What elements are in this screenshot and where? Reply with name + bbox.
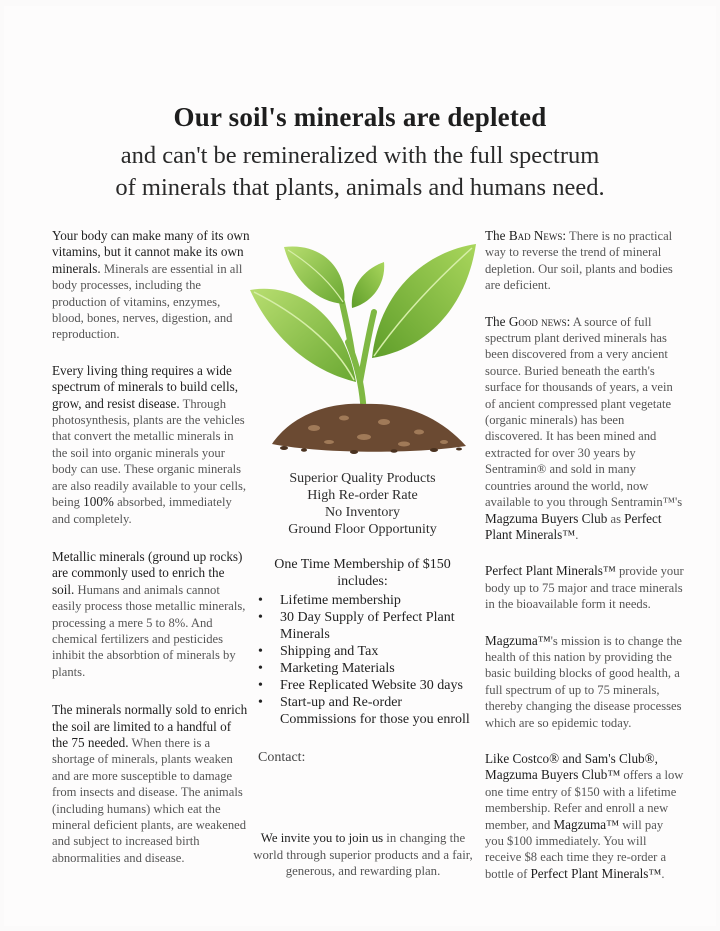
paragraph-mission: Magzuma™'s mission is to change the health of this nation by providing the basic building blocks of good health, a full spectrum of up to 75 minerals, thereby changing the disease processes which are so epidemic today. xyxy=(485,632,682,730)
bullet-icon: • xyxy=(258,695,263,710)
list-item: • Start-up and Re-order Commissions for those you enroll xyxy=(258,695,470,727)
paragraph-vitamins: Your body can make many of its own vitamins, but it cannot make its own minerals. Minerals are essential in all body processes, including the production of vitamins, enzymes, blood, bones, nerves, digestion, and reproduction. xyxy=(52,228,250,342)
bullet-icon: • xyxy=(258,610,263,625)
contact-label: Contact: xyxy=(258,750,306,765)
list-item: • Free Replicated Website 30 days xyxy=(258,678,463,693)
feature-item: High Re-order Rate xyxy=(307,488,418,503)
soil-icon xyxy=(272,404,466,452)
bullet-icon: • xyxy=(258,593,263,608)
feature-item: Ground Floor Opportunity xyxy=(288,522,437,537)
list-item: • Marketing Materials xyxy=(258,661,395,676)
paragraph-buyers-club: Like Costco® and Sam's Club®, Magzuma Buyers Club™ offers a low one time entry of $150 with a lifetime membership. Refer and enroll a new member, and Magzuma™ will pay you $100 immediately. You will receive $8 each time they re-order a bottle of Perfect Plant Minerals™. xyxy=(485,750,684,881)
subtitle-line: and can't be remineralized with the full spectrum xyxy=(120,142,600,169)
list-item: • Shipping and Tax xyxy=(258,644,379,659)
feature-item: Superior Quality Products xyxy=(289,471,436,486)
middle-column xyxy=(250,470,475,728)
right-column xyxy=(485,228,685,900)
bullet-icon: • xyxy=(258,661,263,676)
left-column xyxy=(52,228,250,884)
paragraph-living-things: Every living thing requires a wide spectrum of minerals to build cells, grow, and resist disease. Through photosynthesis, plants are the vehicles that convert the metallic minerals in the soil into organic minerals your body can use. These organic minerals are also readily available to your cells, being 100% absorbed, immediately and completely. xyxy=(52,362,247,526)
feature-list xyxy=(250,470,475,538)
paragraph-perfect-plant-minerals: Perfect Plant Minerals™ provide your body up to 75 major and trace minerals in the bioavailable form it needs. xyxy=(485,563,684,612)
membership-includes-list xyxy=(250,592,475,728)
leaf-icon xyxy=(352,262,384,308)
paragraph-metallic-minerals: Metallic minerals (ground up rocks) are commonly used to enrich the soil. Humans and animals cannot easily process those metallic minerals, processing a mere 5 to 8%. And chemical fertilizers and pesticides inhibit the absorbtion of minerals by plants. xyxy=(52,548,246,679)
paragraph-good-news: The Good news: A source of full spectrum plant derived minerals has been discovered from a very ancient source. Buried beneath the earth's surface for thousands of years, a vein of ancient compressed plant vegetate (organic minerals) has been discovered. It has been mined and extracted for over 30 years by Sentramin® and sold in many countries around the world, now available to you through Sentramin™'s Magzuma Buyers Club as Perfect Plant Minerals™. xyxy=(485,313,683,542)
leaf-icon xyxy=(372,244,476,358)
page-subtitle xyxy=(0,140,720,204)
seedling-illustration xyxy=(244,232,480,460)
bullet-icon: • xyxy=(258,678,263,693)
bullet-icon: • xyxy=(258,644,263,659)
membership-title: One Time Membership of $150 includes: xyxy=(274,557,451,589)
paragraph-soil-minerals: The minerals normally sold to enrich the soil are limited to a handful of the 75 needed. When there is a shortage of minerals, plants weaken and are more susceptible to damage from insects and disease. The animals (including humans) which eat the mineral deficient plants, are weakened and subject to increased birth abnormalities and disease. xyxy=(52,702,248,865)
list-item: • 30 Day Supply of Perfect Plant Minerals xyxy=(258,610,455,642)
page-title: Our soil's minerals are depleted xyxy=(173,102,547,132)
feature-item: No Inventory xyxy=(324,505,401,520)
list-item: • Lifetime membership xyxy=(258,593,401,608)
paragraph-bad-news: The Bad News: There is no practical way to reverse the trend of mineral depletion. Our soil, plants and bodies are deficient. xyxy=(485,228,673,293)
subtitle-line: of minerals that plants, animals and humans need. xyxy=(115,174,605,201)
invitation-text: We invite you to join us in changing the world through superior products and a fair, generous, and rewarding plan. xyxy=(253,831,473,878)
